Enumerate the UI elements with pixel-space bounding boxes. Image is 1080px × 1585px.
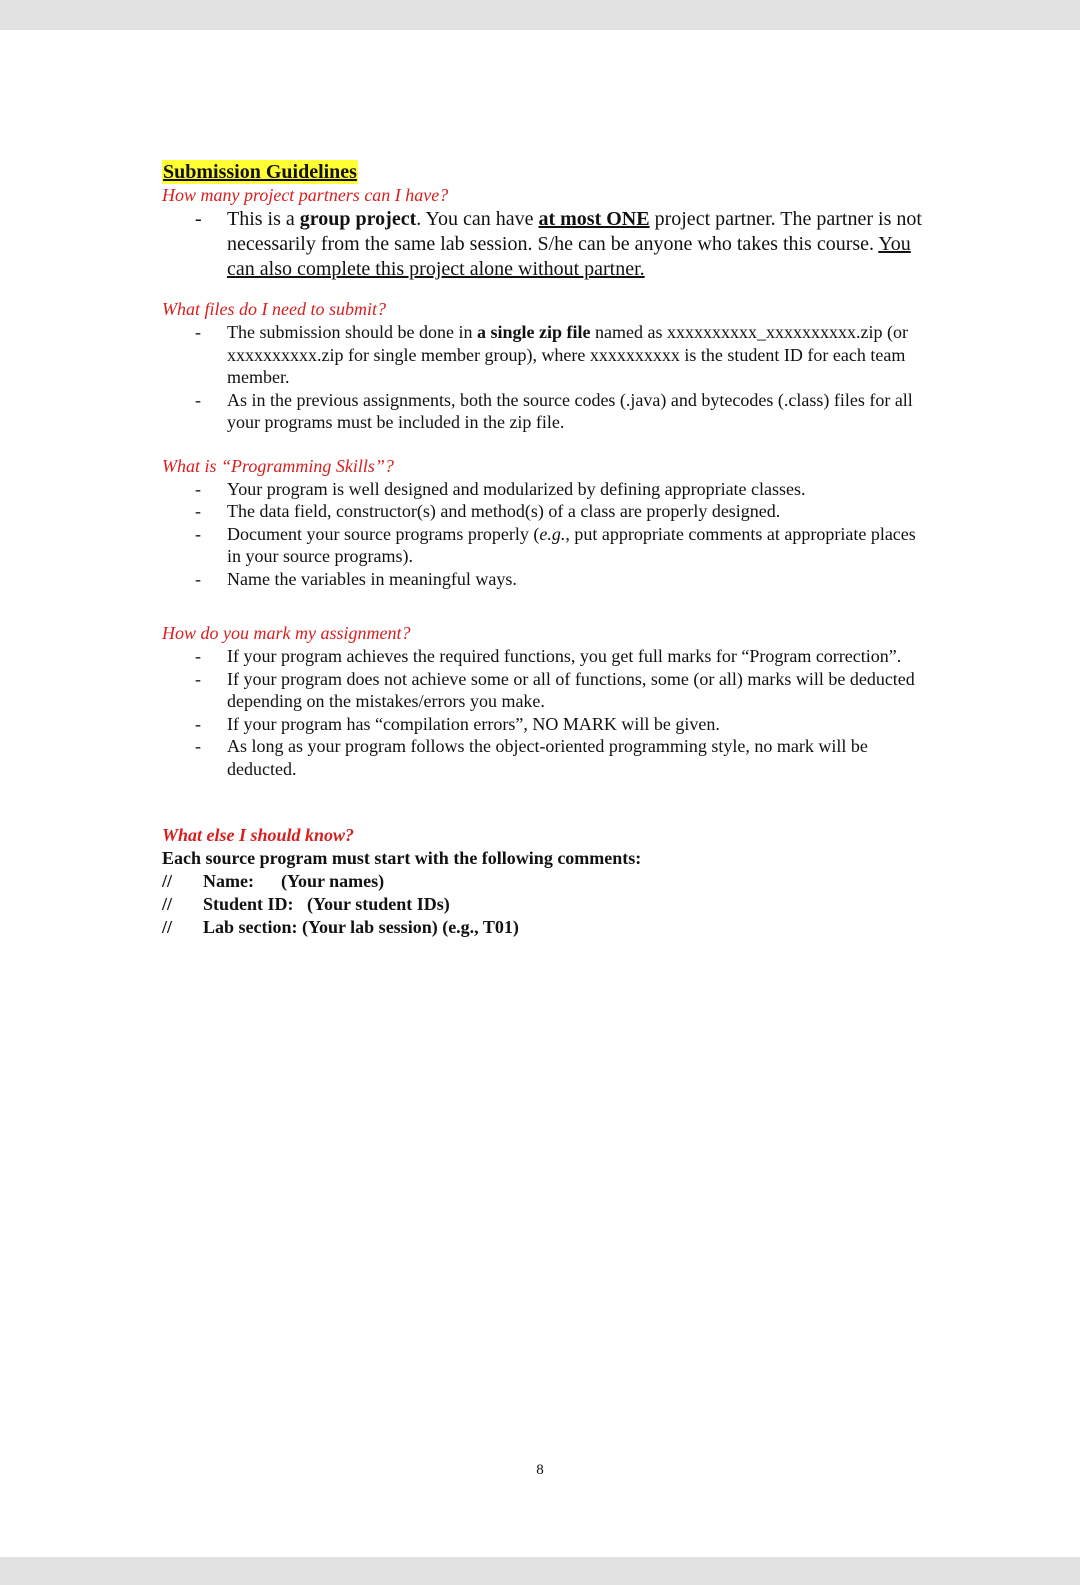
list-item	[162, 321, 922, 389]
answer-list	[162, 207, 922, 282]
comment-value: (Your lab session) (e.g., T01)	[302, 916, 519, 937]
answer-list	[162, 321, 922, 434]
answer-list	[162, 645, 922, 780]
item-text: . You can have	[416, 208, 539, 230]
comment-slashes: //	[162, 870, 173, 891]
bullet-dash: -	[195, 736, 201, 756]
item-bold: a single zip file	[477, 322, 591, 342]
item-text: As in the previous assignments, both the source codes (.java) and bytecodes (.class) files for all your programs must be included in the zip file.	[227, 389, 913, 432]
item-text: As long as your program follows the object-oriented programming style, no mark will be deducted.	[227, 736, 868, 779]
comments-intro: Each source program must start with the following comments:	[162, 848, 642, 868]
page-number: 8	[536, 1462, 544, 1478]
bullet-dash: -	[195, 523, 201, 544]
item-bold: group project	[299, 208, 417, 230]
bullet-dash: -	[195, 501, 201, 521]
item-text: This is a	[227, 208, 300, 230]
question-heading: What is “Programming Skills”?	[162, 455, 394, 476]
list-item	[162, 668, 922, 713]
section-title: Submission Guidelines	[163, 161, 357, 183]
comment-label: Lab section:	[203, 916, 302, 937]
bullet-dash: -	[195, 208, 202, 230]
question-heading: What files do I need to submit?	[162, 299, 386, 319]
list-item	[162, 645, 922, 668]
list-item	[162, 207, 922, 282]
question-heading: How many project partners can I have?	[162, 185, 449, 205]
bullet-dash: -	[195, 389, 201, 410]
list-item	[162, 713, 922, 736]
item-text: named as xxxxxxxxxx_xxxxxxxxxx.zip (or xxxxxxxxxx.zip for single member group), where xxxxxxxxxx is the student ID for each team member.	[227, 322, 908, 387]
list-item	[162, 500, 922, 523]
item-bold-underline: at most ONE	[538, 208, 650, 230]
list-item	[162, 478, 922, 501]
comment-value: (Your names)	[280, 870, 385, 891]
comment-label: Student ID:	[203, 893, 308, 914]
item-text: The data field, constructor(s) and method(s) of a class are properly designed.	[227, 501, 781, 521]
item-text: If your program does not achieve some or all of functions, some (or all) marks will be deducted depending on the mistakes/errors you make.	[227, 668, 915, 711]
bullet-dash: -	[195, 646, 201, 666]
bullet-dash: -	[195, 322, 201, 342]
bullet-dash: -	[195, 568, 201, 589]
comment-value: (Your student IDs)	[307, 893, 450, 914]
item-text: Document your source programs properly (	[227, 523, 540, 544]
question-heading: What else I should know?	[162, 825, 355, 845]
bullet-dash: -	[195, 668, 201, 689]
answer-list	[162, 478, 922, 591]
item-text: The submission should be done in	[227, 322, 477, 342]
list-item	[162, 389, 922, 434]
item-text: Name the variables in meaningful ways.	[227, 568, 517, 589]
document-page	[0, 30, 1080, 1557]
comment-line-student-id	[162, 893, 922, 916]
list-item	[162, 735, 922, 780]
item-text: project partner. The partner is not necessarily from the same lab session. S/he can be anyone who takes this course.	[227, 208, 922, 255]
comment-label: Name:	[203, 870, 281, 891]
item-underline: You can also complete this project alone without partner.	[227, 233, 911, 280]
question-heading: How do you mark my assignment?	[162, 623, 411, 643]
item-text: put appropriate comments at appropriate places in your source programs).	[227, 523, 916, 566]
bullet-dash: -	[195, 478, 201, 499]
item-text: Your program is well designed and modularized by defining appropriate classes.	[227, 478, 806, 499]
comment-line-name	[162, 870, 922, 893]
comment-slashes: //	[162, 916, 173, 937]
list-item	[162, 568, 922, 591]
item-text: If your program has “compilation errors”, NO MARK will be given.	[227, 713, 720, 734]
comment-line-lab-section	[162, 916, 922, 939]
page-content	[162, 160, 922, 939]
bullet-dash: -	[195, 713, 201, 734]
comment-slashes: //	[162, 893, 173, 914]
list-item	[162, 523, 922, 568]
item-text: If your program achieves the required functions, you get full marks for “Program correction”.	[227, 646, 902, 666]
item-italic: e.g.,	[539, 523, 570, 544]
